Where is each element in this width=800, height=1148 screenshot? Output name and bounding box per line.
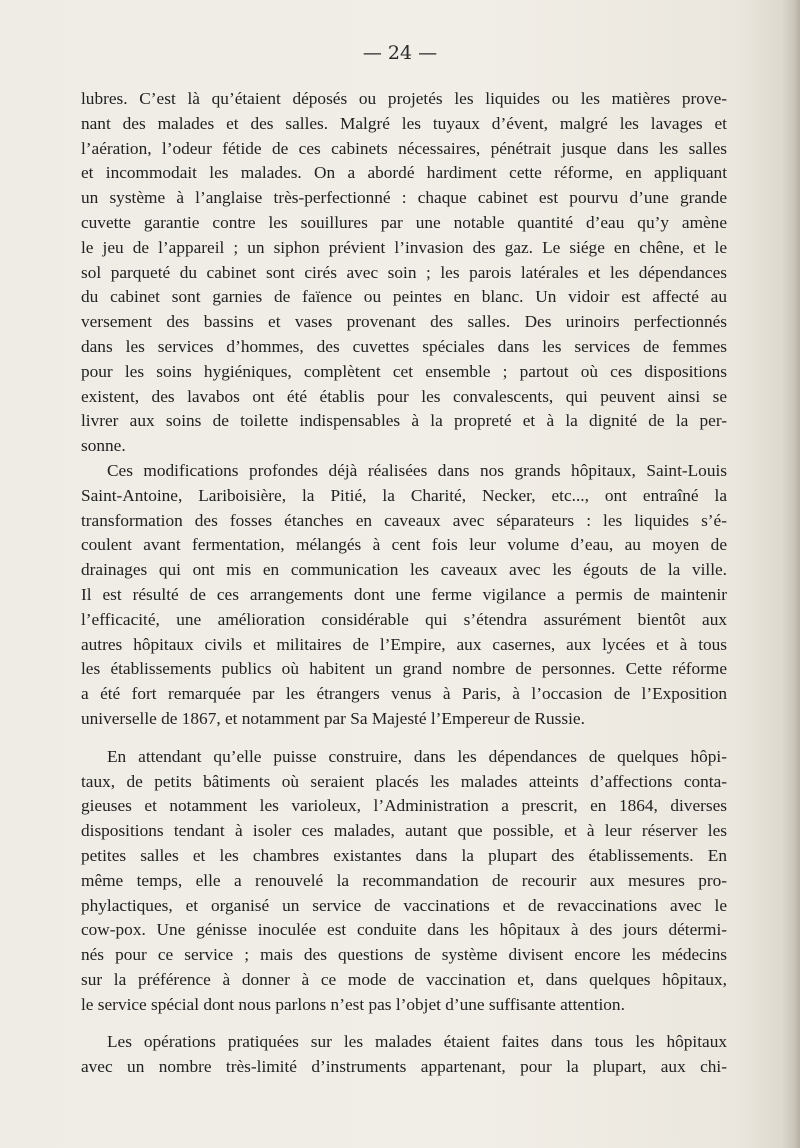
- text-line: et incommodait les malades. On a abordé hardiment cette réforme, en appliquant: [81, 163, 727, 183]
- text-line: cow-pox. Une génisse inoculée est conduite dans les hôpitaux à des jours détermi-: [81, 920, 727, 940]
- text-line: autres hôpitaux civils et militaires de l’Empire, aux casernes, aux lycées et à tous: [81, 634, 727, 654]
- paragraph-2: [81, 459, 727, 732]
- text-line: dispositions tendant à isoler ces malades, autant que possible, et à leur réserver les: [81, 821, 727, 841]
- text-line: avec un nombre très-limité d’instruments appartenant, pour la plupart, aux chi-: [81, 1057, 727, 1077]
- page-edge-shadow: [782, 0, 800, 1148]
- text-line: coulent avant fermentation, mélangés à cent fois leur volume d’eau, au moyen de: [81, 535, 727, 555]
- text-line: a été fort remarquée par les étrangers venus à Paris, à l’occasion de l’Exposition: [81, 684, 727, 704]
- paragraph-1: [81, 87, 727, 459]
- paragraph-4: [81, 1030, 727, 1080]
- text-line: Il est résulté de ces arrangements dont une ferme vigilance a permis de maintenir: [81, 584, 727, 604]
- text-line: du cabinet sont garnies de faïence ou peintes en blanc. Un vidoir est affecté au: [81, 287, 727, 307]
- text-line: l’aération, l’odeur fétide de ces cabinets nécessaires, pénétrait jusque dans les salles: [81, 138, 727, 158]
- text-line: existent, des lavabos ont été établis pour les convalescents, qui peuvent ainsi se: [81, 386, 727, 406]
- text-line: sur la préférence à donner à ce mode de vaccination et, dans quelques hôpitaux,: [81, 969, 727, 989]
- paragraph-gap: [81, 732, 727, 745]
- text-line: Saint-Antoine, Lariboisière, la Pitié, la Charité, Necker, etc..., ont entraîné la: [81, 485, 727, 505]
- text-line: phylactiques, et organisé un service de vaccinations et de revaccinations avec le: [81, 895, 727, 915]
- text-line: sonne.: [81, 436, 126, 456]
- text-line: pour les soins hygiéniques, complètent cet ensemble ; partout où ces dispositions: [81, 361, 727, 381]
- text-line: universelle de 1867, et notamment par Sa Majesté l’Empereur de Russie.: [81, 708, 585, 728]
- text-line: taux, de petits bâtiments où seraient placés les malades atteints d’affections conta-: [81, 771, 727, 791]
- page-number: — 24 —: [362, 42, 438, 64]
- text-line: le jeu de l’appareil ; un siphon prévient l’invasion des gaz. Le siége en chêne, et le: [81, 237, 727, 257]
- text-line: même temps, elle a renouvelé la recommandation de recourir aux mesures pro-: [81, 870, 727, 890]
- paragraph-gap: [81, 1017, 727, 1030]
- text-line: gieuses et notamment les varioleux, l’Administration a prescrit, en 1864, diverses: [81, 796, 727, 816]
- text-line: dans les services d’hommes, des cuvettes spéciales dans les services de femmes: [81, 336, 727, 356]
- text-line: En attendant qu’elle puisse construire, dans les dépendances de quelques hôpi-: [107, 746, 727, 766]
- text-line: cuvette garantie contre les souillures par une notable quantité d’eau qu’y amène: [81, 212, 727, 232]
- text-line: drainages qui ont mis en communication les caveaux avec les égouts de la ville.: [81, 560, 727, 580]
- text-line: l’efficacité, une amélioration considérable qui s’étendra assurément bientôt aux: [81, 609, 727, 629]
- text-line: lubres. C’est là qu’étaient déposés ou projetés les liquides ou les matières prove-: [81, 89, 727, 108]
- text-line: nant des malades et des salles. Malgré les tuyaux d’évent, malgré les lavages et: [81, 113, 727, 133]
- text-line: petites salles et les chambres existantes dans la plupart des établissements. En: [81, 845, 727, 865]
- text-line: les établissements publics où habitent un grand nombre de personnes. Cette réforme: [81, 659, 727, 679]
- text-line: Ces modifications profondes déjà réalisées dans nos grands hôpitaux, Saint-Louis: [107, 460, 727, 480]
- text-line: le service spécial dont nous parlons n’est pas l’objet d’une suffisante attention.: [81, 994, 625, 1014]
- text-line: sol parqueté du cabinet sont cirés avec soin ; les parois latérales et les dépendances: [81, 262, 727, 282]
- text-line: livrer aux soins de toilette indispensables à la propreté et à la dignité de la per-: [81, 411, 727, 431]
- paragraph-3: [81, 745, 727, 1018]
- text-line: un système à l’anglaise très-perfectionné : chaque cabinet est pourvu d’une grande: [81, 188, 727, 208]
- text-line: Les opérations pratiquées sur les malades étaient faites dans tous les hôpitaux: [107, 1032, 727, 1052]
- body-text: [81, 87, 727, 1080]
- text-line: nés pour ce service ; mais des questions de système divisent encore les médecins: [81, 945, 727, 965]
- text-line: transformation des fosses étanches en caveaux avec séparateurs : les liquides s’é-: [81, 510, 727, 530]
- text-line: versement des bassins et vases provenant des salles. Des urinoirs perfectionnés: [81, 312, 727, 332]
